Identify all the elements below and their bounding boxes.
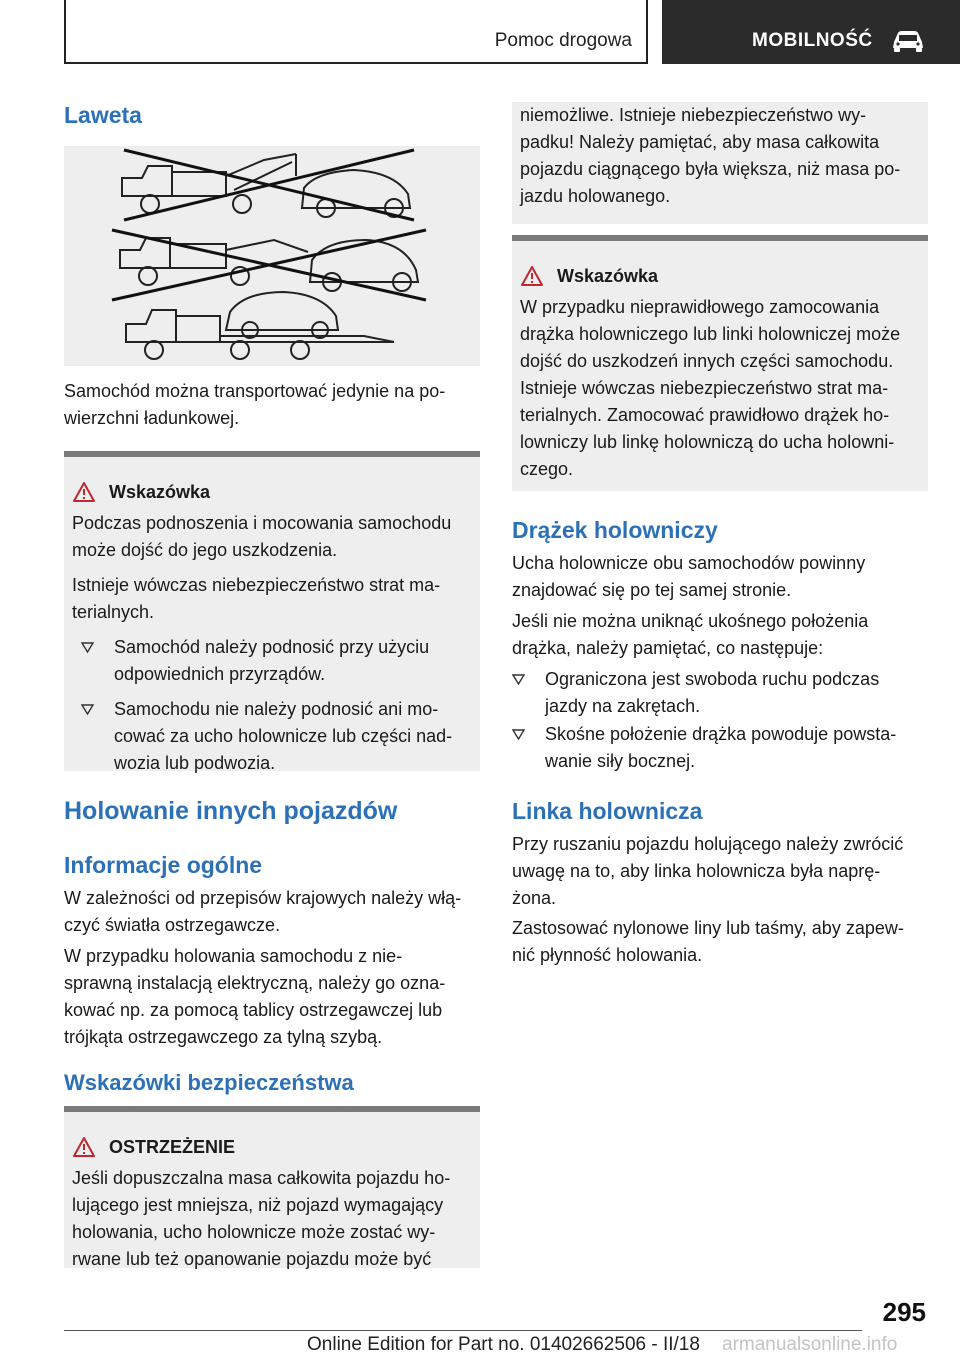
linka-paragraph-1 (512, 831, 928, 912)
text-line: jazdu holowanego. (520, 186, 671, 206)
warning-box-continued (512, 102, 928, 224)
note-title-text: Wskazówka (557, 266, 659, 286)
text-line: Ograniczona jest swoboda ruchu podczas (545, 669, 880, 689)
right-column (512, 100, 928, 980)
tow-truck-figure (64, 146, 480, 366)
warning-title (109, 1134, 472, 1161)
text-line: kować np. za pomocą tablicy ostrzegawczej lub (64, 1000, 443, 1020)
warning-title-text: OSTRZEŻENIE (109, 1137, 236, 1157)
footer-divider (64, 1330, 862, 1331)
text-line: lującego jest mniejsza, niż pojazd wymagający (72, 1195, 444, 1215)
note-title-text: Wskazówka (109, 482, 211, 502)
text-line: W przypadku holowania samochodu z nie- (64, 946, 403, 966)
text-line: sprawną instalacją elektryczną, należy go ozna- (64, 973, 446, 993)
bullet-triangle-icon (81, 634, 95, 661)
left-column (64, 100, 480, 1270)
text-line: znajdować się po tej samej stronie. (512, 580, 792, 600)
text-line: Istnieje wówczas niebezpieczeństwo strat ma- (72, 575, 441, 595)
warning-text-continued (520, 102, 920, 210)
text-line: czyć światła ostrzegawcze. (64, 915, 281, 935)
text-line: drążka, należy pamiętać, co następuje: (512, 638, 824, 658)
bullet-triangle-icon (512, 666, 526, 693)
text-line: terialnych. (72, 602, 155, 622)
linka-paragraph-2 (512, 915, 928, 969)
bullet-triangle-icon (81, 696, 95, 723)
text-line: rwane lub też opanowanie pojazdu może być (72, 1249, 432, 1269)
text-line: Przy ruszaniu pojazdu holującego należy zwrócić (512, 834, 904, 854)
list-item (81, 634, 472, 688)
text-line: żona. (512, 888, 557, 908)
text-line: wierzchni ładunkowej. (64, 408, 240, 428)
header-section-box (64, 0, 648, 64)
watermark-text: armanualsonline.info (722, 1334, 898, 1355)
text-line: cować za ucho holownicze lub części nad- (114, 726, 453, 746)
text-line: Ucha holownicze obu samochodów powinny (512, 553, 866, 573)
safety-heading: Wskazówki bezpieczeństwa (64, 1070, 354, 1095)
text-line: W zależności od przepisów krajowych należy włą- (64, 888, 462, 908)
text-line: odpowiednich przyrządów. (114, 664, 326, 684)
linka-heading: Linka holownicza (512, 798, 703, 824)
info-paragraph-1 (64, 885, 480, 939)
text-line: Jeśli dopuszczalna masa całkowita pojazdu ho- (72, 1168, 451, 1188)
header-chapter-box (662, 0, 960, 64)
text-line: terialnych. Zamocować prawidłowo drążek ho- (520, 405, 890, 425)
text-line: dojść do uszkodzeń innych części samochodu. (520, 351, 894, 371)
text-line: Samochód można transportować jedynie na po- (64, 381, 446, 401)
text-line: Istnieje wówczas niebezpieczeństwo strat ma- (520, 378, 889, 398)
section-title: Pomoc drogowa (494, 30, 632, 51)
text-line: wozia lub podwozia. (114, 753, 276, 773)
text-line: W przypadku nieprawidłowego zamocowania (520, 297, 880, 317)
list-item (512, 721, 915, 775)
text-line: holowania, ucho holownicze może zostać wy- (72, 1222, 436, 1242)
drazek-paragraph-2 (512, 608, 928, 662)
text-line: Skośne położenie drążka powoduje powsta- (545, 724, 897, 744)
chapter-title: MOBILNOŚĆ (752, 30, 873, 51)
edition-text: Online Edition for Part no. 01402662506 - II/18 (307, 1334, 700, 1355)
text-line: Zastosować nylonowe liny lub taśmy, aby zapew- (512, 918, 904, 938)
text-line: uwagę na to, aby linka holownicza była naprę- (512, 861, 881, 881)
warning-text (72, 1165, 472, 1273)
warning-triangle-icon (72, 481, 96, 503)
info-heading: Informacje ogólne (64, 852, 263, 878)
tow-truck-illustration (64, 146, 480, 366)
list-item (81, 696, 472, 777)
drazek-paragraph-1 (512, 550, 928, 604)
text-line: wanie siły bocznej. (545, 751, 696, 771)
page-number: 295 (882, 1297, 926, 1327)
text-line: może dojść do jego uszkodzenia. (72, 540, 338, 560)
text-line: lowniczy lub linkę holowniczą do ucha holowni- (520, 432, 895, 452)
text-line: padku! Należy pamiętać, aby masa całkowita (520, 132, 880, 152)
note-box-1 (64, 451, 480, 771)
note-title (557, 263, 920, 290)
text-line: nić płynność holowania. (512, 945, 703, 965)
bullet-triangle-icon (512, 721, 526, 748)
car-icon (890, 26, 926, 54)
note-title (109, 479, 472, 506)
text-line: czego. (520, 459, 574, 479)
note-paragraph (72, 510, 472, 564)
note-paragraph (520, 294, 920, 483)
text-line: niemożliwe. Istnieje niebezpieczeństwo wy- (520, 105, 867, 125)
text-line: Samochodu nie należy podnosić ani mo- (114, 699, 439, 719)
text-line: drążka holowniczego lub linki holowniczej może (520, 324, 901, 344)
drazek-heading: Drążek holowniczy (512, 517, 718, 543)
warning-triangle-icon (520, 265, 544, 287)
text-line: pojazdu ciągnącego była większa, niż masa po- (520, 159, 901, 179)
list-item (512, 666, 915, 720)
text-line: Podczas podnoszenia i mocowania samochodu (72, 513, 452, 533)
section-heading-towing: Holowanie innych pojazdów (64, 797, 398, 825)
warning-triangle-icon (72, 1136, 96, 1158)
text-line: Samochód należy podnosić przy użyciu (114, 637, 430, 657)
text-line: Jeśli nie można uniknąć ukośnego położenia (512, 611, 869, 631)
text-line: trójkąta ostrzegawczego za tylną szybą. (64, 1027, 383, 1047)
laweta-text (64, 378, 480, 432)
laweta-heading: Laweta (64, 102, 142, 128)
note-paragraph (72, 572, 472, 626)
text-line: jazdy na zakrętach. (545, 696, 701, 716)
info-paragraph-2 (64, 943, 480, 1051)
note-box-2 (512, 235, 928, 491)
warning-box (64, 1106, 480, 1268)
